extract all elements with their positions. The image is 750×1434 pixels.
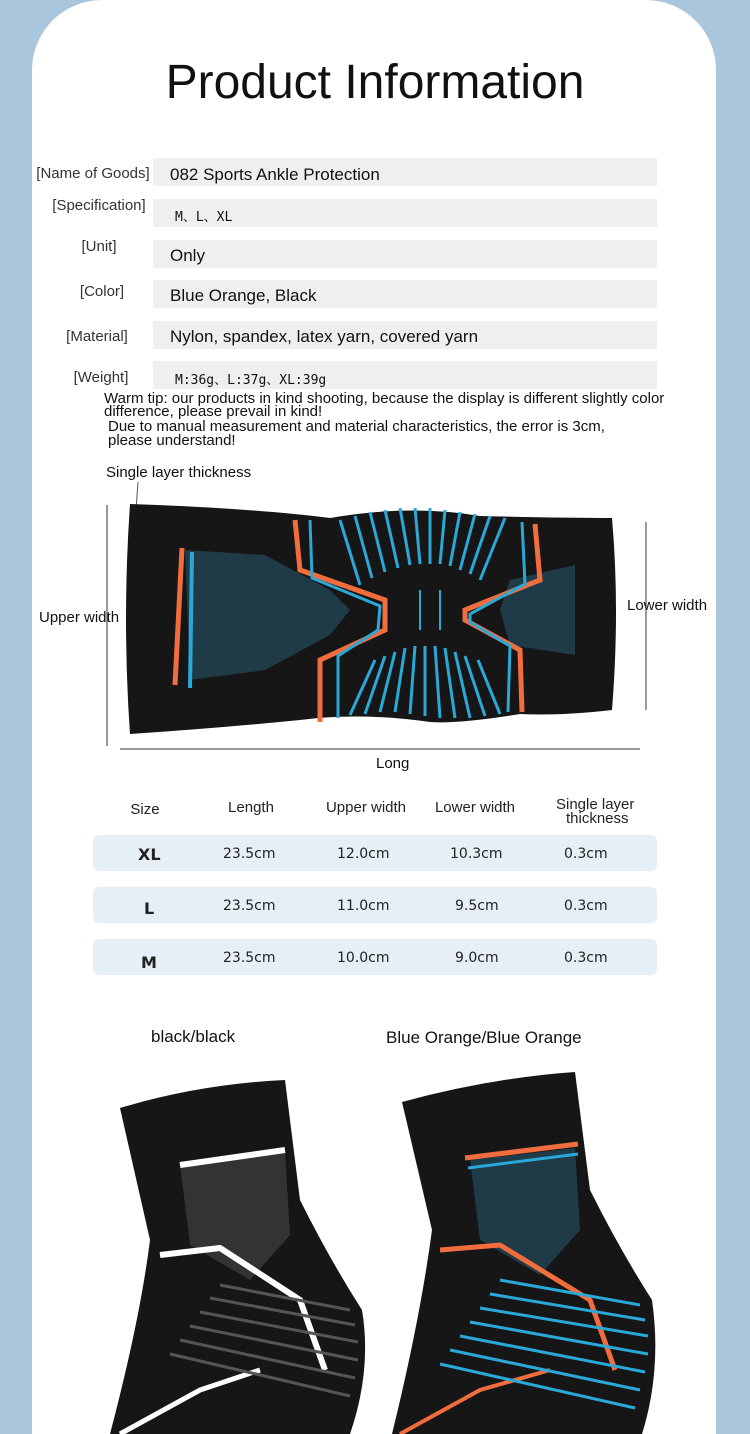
label-long: Long [376,755,410,772]
page-title: Product Information [165,56,585,109]
info-label-color: [Color] [79,283,125,300]
size-cell-thickness: 0.3cm [564,950,608,966]
size-cell-upper: 11.0cm [337,898,390,914]
size-cell-thickness: 0.3cm [564,898,608,914]
size-cell-thickness: 0.3cm [564,846,608,862]
label-upper-width: Upper width [39,609,120,626]
info-label-weight: [Weight] [73,369,129,386]
size-cell-length: 23.5cm [223,846,276,862]
size-cell-lower: 9.5cm [455,898,499,914]
info-label-unit: [Unit] [81,238,117,255]
info-value-weight: M:36g、L:37g、XL:39g [175,373,327,388]
info-label-name: [Name of Goods] [36,165,150,182]
size-cell-size: M [141,953,157,972]
info-label-spec: [Specification] [52,197,146,214]
size-header-thickness: thickness [566,810,629,827]
info-value-spec: M、L、XL [175,210,233,225]
info-box [153,240,657,268]
size-cell-length: 23.5cm [223,898,276,914]
warm-tip-line1: Warm tip: our products in kind shooting, because the display is different slightly color [104,390,665,407]
size-cell-size: L [144,899,155,918]
size-header-length: Length [228,799,274,816]
blue-orange-sleeve-image [380,1070,670,1434]
size-header-lower-width: Lower width [434,799,516,816]
info-label-material: [Material] [66,328,128,345]
size-header-size: Size [130,801,160,818]
color-label-blue-orange: Blue Orange/Blue Orange [386,1028,582,1047]
size-cell-upper: 10.0cm [337,950,390,966]
sleeve-diagram [0,460,750,760]
size-cell-length: 23.5cm [223,950,276,966]
info-value-material: Nylon, spandex, latex yarn, covered yarn [170,327,479,346]
color-label-black: black/black [151,1027,236,1046]
size-cell-size: XL [138,845,161,864]
size-cell-lower: 9.0cm [455,950,499,966]
blue-stripe [190,552,192,688]
info-value-name: 082 Sports Ankle Protection [170,165,380,184]
label-single-layer: Single layer thickness [106,464,252,481]
size-header-single-layer: Single layer [556,796,635,813]
warm-tip-line2: difference, please prevail in kind! [104,403,323,420]
info-value-color: Blue Orange, Black [170,286,317,305]
size-header-upper-width: Upper width [325,799,407,816]
size-cell-upper: 12.0cm [337,846,390,862]
info-value-unit: Only [170,246,205,265]
size-cell-lower: 10.3cm [450,846,503,862]
warm-tip-line3: Due to manual measurement and material characteristics, the error is 3cm, [108,418,605,435]
warm-tip-line4: please understand! [108,432,236,449]
label-lower-width: Lower width [627,597,708,614]
black-sleeve-image [100,1070,380,1434]
